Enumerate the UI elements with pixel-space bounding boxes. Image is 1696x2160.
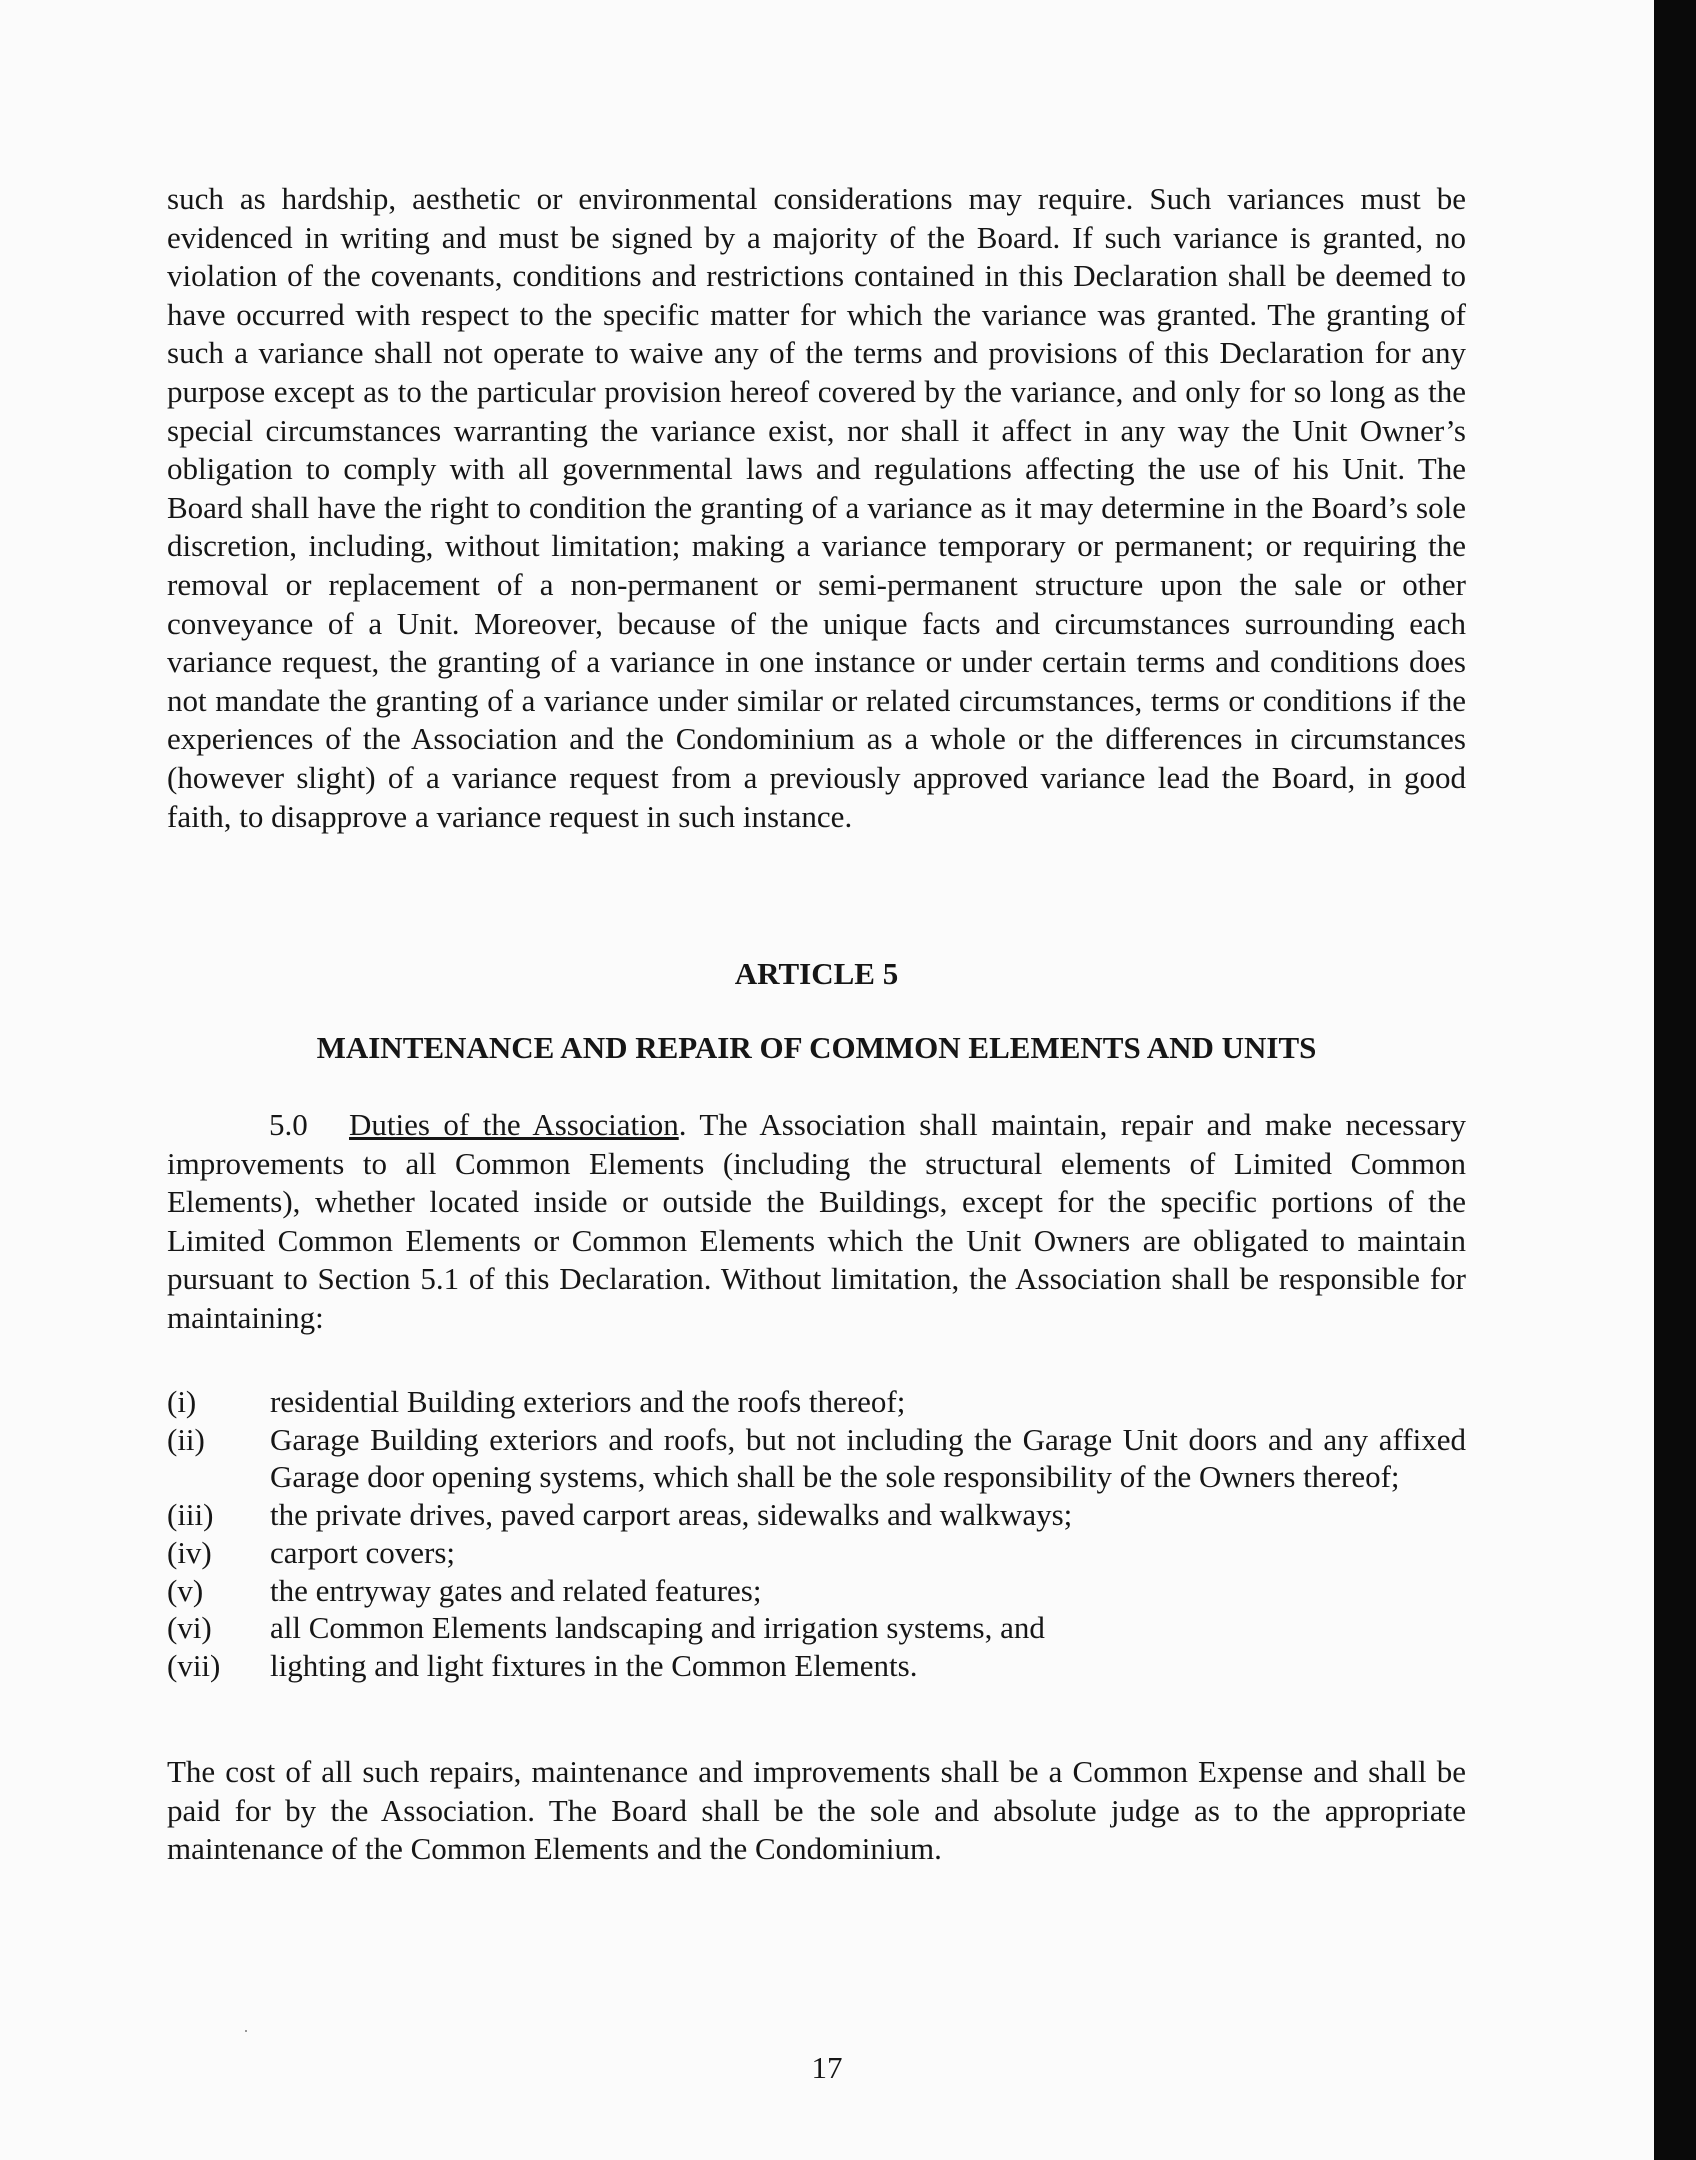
list-marker: (vi): [167, 1610, 212, 1646]
list-marker: (v): [167, 1572, 204, 1608]
list-marker: (iv): [167, 1534, 212, 1570]
section-5-0-paragraph: [167, 1106, 1466, 1338]
list-item: [167, 1383, 1466, 1421]
paragraph-common-expense: The cost of all such repairs, maintenance and improvements shall be a Common Expense and shall be paid for by the Association. The Board shall be the sole and absolute judge as to the appropriate maintenance of the Common Elements and the Condominium.: [167, 1754, 1466, 1867]
article-heading: ARTICLE 5: [734, 956, 899, 991]
scan-edge-border: [1654, 0, 1696, 2160]
list-item: [167, 1421, 1466, 1496]
list-text: carport covers;: [270, 1534, 456, 1570]
list-item: [167, 1572, 1466, 1610]
paragraph-variances: such as hardship, aesthetic or environmental considerations may require. Such variances must be evidenced in writing and must be signed by a majority of the Board. If such variance is granted, no violation of the covenants, conditions and restrictions contained in this Declaration shall be deemed to have occurred with respect to the specific matter for which the variance was granted. The granting of such a variance shall not operate to waive any of the terms and provisions of this Declaration for any purpose except as to the particular provision hereof covered by the variance, and only for so long as the special circumstances warranting the variance exist, nor shall it affect in any way the Unit Owner’s obligation to comply with all governmental laws and regulations affecting the use of his Unit. The Board shall have the right to condition the granting of a variance as it may determine in the Board’s sole discretion, including, without limitation; making a variance temporary or permanent; or requiring the removal or replacement of a non-permanent or semi-permanent structure upon the sale or other conveyance of a Unit. Moreover, because of the unique facts and circumstances surrounding each variance request, the granting of a variance in one instance or under certain terms and conditions does not mandate the granting of a variance under similar or related circumstances, terms or conditions if the experiences of the Association and the Condominium as a whole or the differences in circumstances (however slight) of a variance request from a previously approved variance lead the Board, in good faith, to disapprove a variance request in such instance.: [167, 181, 1466, 834]
list-text: Garage Building exteriors and roofs, but not including the Garage Unit doors and any affixed Garage door opening systems, which shall be the sole responsibility of the Owners thereof;: [270, 1421, 1466, 1495]
list-text: lighting and light fixtures in the Common Elements.: [270, 1647, 918, 1683]
list-text: the private drives, paved carport areas, sidewalks and walkways;: [270, 1497, 1073, 1533]
list-item: [167, 1609, 1466, 1647]
list-item: [167, 1647, 1466, 1685]
list-marker: (iii): [167, 1497, 214, 1533]
section-title: Duties of the Association: [349, 1107, 679, 1142]
section-title-period: .: [678, 1107, 687, 1142]
list-item: [167, 1534, 1466, 1572]
list-marker: (vii): [167, 1647, 221, 1683]
list-marker: (i): [167, 1384, 197, 1419]
article-title: MAINTENANCE AND REPAIR OF COMMON ELEMENTS AND UNITS: [316, 1030, 1317, 1065]
list-item: [167, 1496, 1466, 1534]
responsibility-list: [167, 1383, 1466, 1685]
scan-speck: [245, 2030, 247, 2032]
section-number: 5.0: [269, 1107, 308, 1142]
section-body: The Association shall maintain, repair and make necessary improvements to all Common Elements (including the structural elements of Limited Common Elements), whether located inside or outside the Buildings, except for the specific portions of the Limited Common Elements or Common Elements which the Unit Owners are obligated to maintain pursuant to Section 5.1 of this Declaration. Without limitation, the Association shall be responsible for maintaining:: [167, 1107, 1466, 1335]
list-marker: (ii): [167, 1421, 205, 1457]
list-text: the entryway gates and related features;: [270, 1572, 762, 1608]
page-number: 17: [811, 2050, 843, 2085]
list-text: all Common Elements landscaping and irrigation systems, and: [270, 1610, 1045, 1646]
list-text: residential Building exteriors and the roofs thereof;: [270, 1384, 906, 1419]
